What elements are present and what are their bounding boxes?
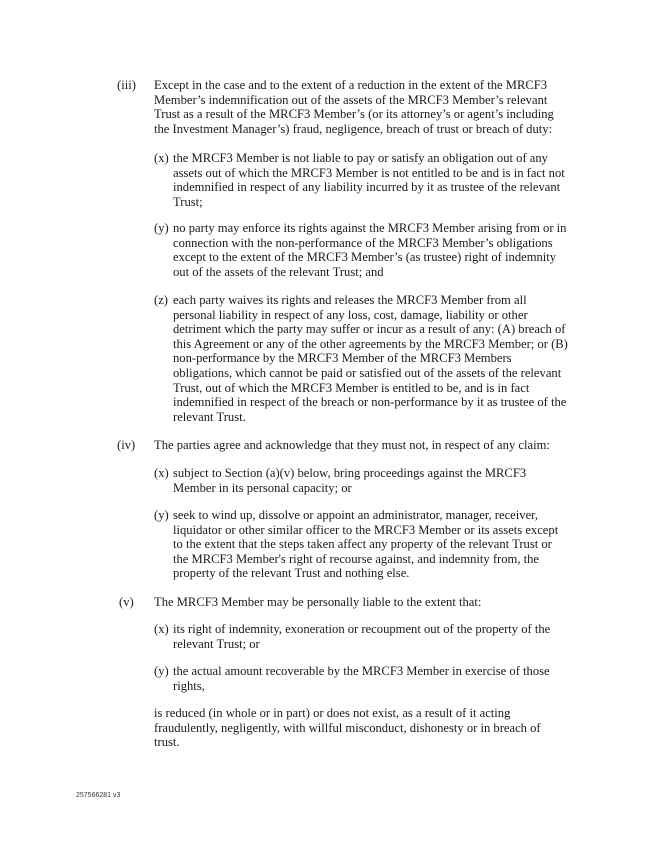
clause-label: (x) xyxy=(154,466,169,480)
clause-label: (v) xyxy=(119,595,134,609)
text-line: subject to Section (a)(v) below, bring proceedings against the MRCF3 xyxy=(173,466,527,480)
text-line: liquidator or other similar officer to the MRCF3 Member or its assets except xyxy=(173,522,559,537)
text-line: trust. xyxy=(154,735,180,750)
text-line: Trust; xyxy=(173,194,203,209)
sub-clause-text xyxy=(173,151,565,209)
text-line: the MRCF3 Member's right of recourse against, and indemnity from, the xyxy=(173,551,540,566)
text-line: rights, xyxy=(173,678,205,693)
text-line: assets out of which the MRCF3 Member is not entitled to be and is in fact not xyxy=(173,165,565,180)
text-line: is reduced (in whole or in part) or does not exist, as a result of it acting xyxy=(154,706,511,720)
text-line: no party may enforce its rights against the MRCF3 Member arising from or in xyxy=(173,221,567,235)
sub-clause-text xyxy=(173,664,550,693)
text-line: detriment which the party may suffer or incur as a result of any: (A) breach of xyxy=(173,322,566,337)
text-line: connection with the non-performance of the MRCF3 Member’s obligations xyxy=(173,235,553,250)
text-line: except to the extent of the MRCF3 Member’s (as trustee) right of indemnity xyxy=(173,250,557,265)
sub-clause-text xyxy=(173,221,566,279)
text-line: out of the assets of the relevant Trust; and xyxy=(173,264,384,279)
clause-label: (z) xyxy=(154,293,168,307)
text-line: Trust, out of which the MRCF3 Member is entitled to be, and is in fact xyxy=(173,380,530,395)
text-line: Member in its personal capacity; or xyxy=(173,480,352,495)
clause-label: (x) xyxy=(154,622,169,636)
text-line: The MRCF3 Member may be personally liable to the extent that: xyxy=(154,595,482,609)
sub-clause-text xyxy=(173,466,526,495)
text-line: Member’s indemnification out of the assets of the MRCF3 Member’s relevant xyxy=(154,92,548,107)
text-line: The parties agree and acknowledge that they must not, in respect of any claim: xyxy=(154,438,550,452)
sub-clause-text xyxy=(173,622,550,651)
clause-label: (iii) xyxy=(117,78,136,92)
text-line: this Agreement or any of the other agreements by the MRCF3 Member; or (B) xyxy=(173,336,568,351)
text-line: the actual amount recoverable by the MRCF3 Member in exercise of those xyxy=(173,664,550,678)
text-line: the Investment Manager’s) fraud, negligence, breach of trust or breach of duty: xyxy=(154,121,553,136)
text-line: relevant Trust. xyxy=(173,409,246,424)
document-reference-footer: 257566281 v3 xyxy=(76,792,121,799)
text-line: its right of indemnity, exoneration or recoupment out of the property of the xyxy=(173,622,551,636)
text-line: personal liability in respect of any loss, cost, damage, liability or other xyxy=(173,307,528,322)
clause-label: (y) xyxy=(154,221,169,235)
clause-label: (y) xyxy=(154,508,169,522)
clause-label: (iv) xyxy=(117,438,136,452)
text-line: fraudulently, negligently, with willful misconduct, dishonesty or in breach of xyxy=(154,720,541,735)
text-line: indemnified in respect of any liability incurred by it as trustee of the relevant xyxy=(173,180,561,195)
text-line: obligations, which cannot be paid or satisfied out of the assets of the relevant xyxy=(173,365,562,380)
clause-label: (y) xyxy=(154,664,169,678)
clause-text xyxy=(154,595,481,610)
clause-label: (x) xyxy=(154,151,169,165)
clause-text xyxy=(154,438,550,453)
text-line: relevant Trust; or xyxy=(173,636,260,651)
text-line: seek to wind up, dissolve or appoint an administrator, manager, receiver, xyxy=(173,508,538,522)
text-line: Except in the case and to the extent of a reduction in the extent of the MRCF3 xyxy=(154,78,548,92)
sub-clause-text xyxy=(173,508,558,581)
text-line: indemnified in respect of the breach or non-performance by it as trustee of the xyxy=(173,395,567,410)
text-line: non-performance by the MRCF3 Member of the MRCF3 Members xyxy=(173,351,512,366)
clause-text xyxy=(154,706,541,750)
clause-text xyxy=(154,78,554,136)
text-line: each party waives its rights and releases the MRCF3 Member from all xyxy=(173,293,527,307)
text-line: the MRCF3 Member is not liable to pay or satisfy an obligation out of any xyxy=(173,151,548,165)
text-line: to the extent that the steps taken affect any property of the relevant Trust or xyxy=(173,537,552,552)
text-line: Trust as a result of the MRCF3 Member’s (or its attorney’s or agent’s including xyxy=(154,107,554,122)
text-line: property of the relevant Trust and nothing else. xyxy=(173,566,410,581)
sub-clause-text xyxy=(173,293,568,424)
